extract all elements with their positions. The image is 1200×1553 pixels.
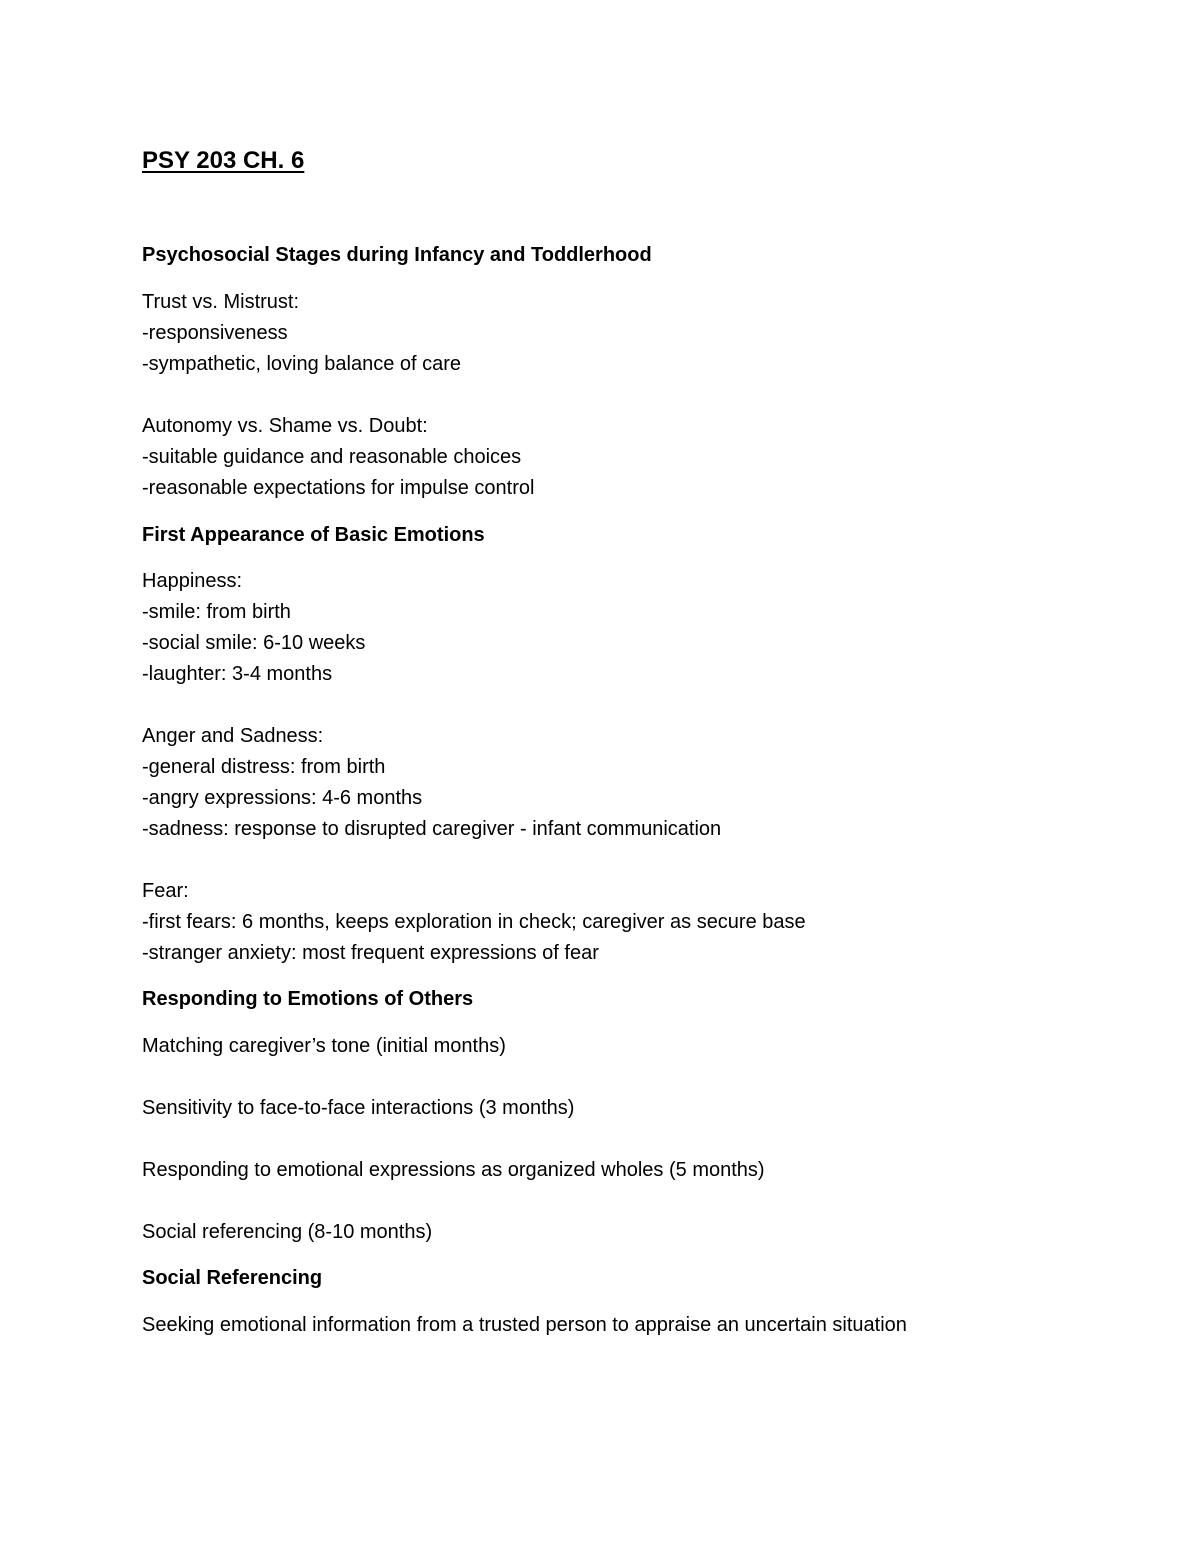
list-item: -sympathetic, loving balance of care [142, 353, 462, 375]
section-heading-social-referencing: Social Referencing [142, 1267, 323, 1289]
list-item: -social smile: 6-10 weeks [142, 632, 366, 654]
section-heading-emotions: First Appearance of Basic Emotions [142, 524, 485, 546]
section-heading-responding: Responding to Emotions of Others [142, 988, 474, 1010]
list-item: -responsiveness [142, 322, 288, 344]
stage-label-autonomy: Autonomy vs. Shame vs. Doubt: [142, 415, 428, 437]
list-item: -reasonable expectations for impulse control [142, 477, 535, 499]
list-item: -suitable guidance and reasonable choices [142, 446, 522, 468]
section-heading-psychosocial: Psychosocial Stages during Infancy and Toddlerhood [142, 244, 652, 266]
emotion-label-anger: Anger and Sadness: [142, 725, 324, 747]
list-item: -first fears: 6 months, keeps exploration in check; caregiver as secure base [142, 911, 806, 933]
list-item: -sadness: response to disrupted caregiver - infant communication [142, 818, 722, 840]
list-item: Sensitivity to face-to-face interactions (3 months) [142, 1097, 575, 1119]
list-item: Matching caregiver’s tone (initial months) [142, 1035, 506, 1057]
list-item: -stranger anxiety: most frequent expressions of fear [142, 942, 599, 964]
list-item: Responding to emotional expressions as organized wholes (5 months) [142, 1159, 765, 1181]
social-referencing-definition: Seeking emotional information from a trusted person to appraise an uncertain situation [142, 1314, 907, 1336]
list-item: -smile: from birth [142, 601, 291, 623]
list-item: -general distress: from birth [142, 756, 386, 778]
emotion-label-happiness: Happiness: [142, 570, 243, 592]
emotion-label-fear: Fear: [142, 880, 189, 902]
document-title: PSY 203 CH. 6 [142, 147, 305, 174]
list-item: -laughter: 3-4 months [142, 663, 333, 685]
stage-label-trust: Trust vs. Mistrust: [142, 291, 300, 313]
list-item: Social referencing (8-10 months) [142, 1221, 433, 1243]
list-item: -angry expressions: 4-6 months [142, 787, 423, 809]
